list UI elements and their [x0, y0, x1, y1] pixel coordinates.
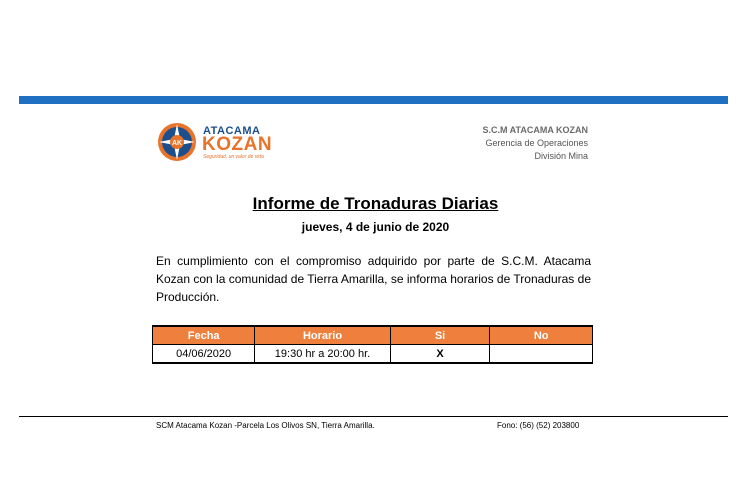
company-info — [483, 124, 589, 163]
footer-divider — [19, 416, 728, 417]
intro-paragraph: En cumplimiento con el compromiso adquirido por parte de S.C.M. Atacama Kozan con la comunidad de Tierra Amarilla, se informa horarios de Tronaduras de Producción. — [156, 254, 591, 304]
logo-tagline: Seguridad, un valor de vida — [203, 154, 264, 160]
footer-phone: Fono: (56) (52) 203800 — [497, 421, 580, 430]
logo-emblem-text: AK — [171, 140, 183, 147]
table-row — [153, 345, 593, 364]
footer-address: SCM Atacama Kozan -Parcela Los Olivos SN, Tierra Amarilla. — [156, 421, 375, 430]
cell-horario: 19:30 hr a 20:00 hr. — [255, 345, 390, 364]
compass-logo-icon — [156, 121, 198, 163]
column-header-no: No — [490, 326, 593, 345]
table-header-row — [153, 326, 593, 345]
document-date: jueves, 4 de junio de 2020 — [301, 220, 450, 234]
document-title-text: Informe de Tronaduras Diarias — [252, 194, 499, 213]
company-logo — [156, 121, 273, 163]
company-division: División Mina — [534, 151, 588, 161]
cell-si: X — [390, 345, 490, 364]
blasting-schedule-table — [152, 325, 593, 364]
logo-word-atacama: ATACAMA — [203, 125, 261, 137]
column-header-si: Si — [390, 326, 490, 345]
company-name: S.C.M ATACAMA KOZAN — [482, 125, 588, 135]
column-header-fecha: Fecha — [153, 326, 255, 345]
document-title — [0, 194, 751, 214]
company-department: Gerencia de Operaciones — [485, 138, 588, 148]
cell-fecha: 04/06/2020 — [153, 345, 255, 364]
column-header-horario: Horario — [255, 326, 390, 345]
logo-word-kozan: KOZAN — [202, 134, 273, 155]
cell-no — [490, 345, 593, 364]
header-color-bar — [19, 96, 728, 104]
